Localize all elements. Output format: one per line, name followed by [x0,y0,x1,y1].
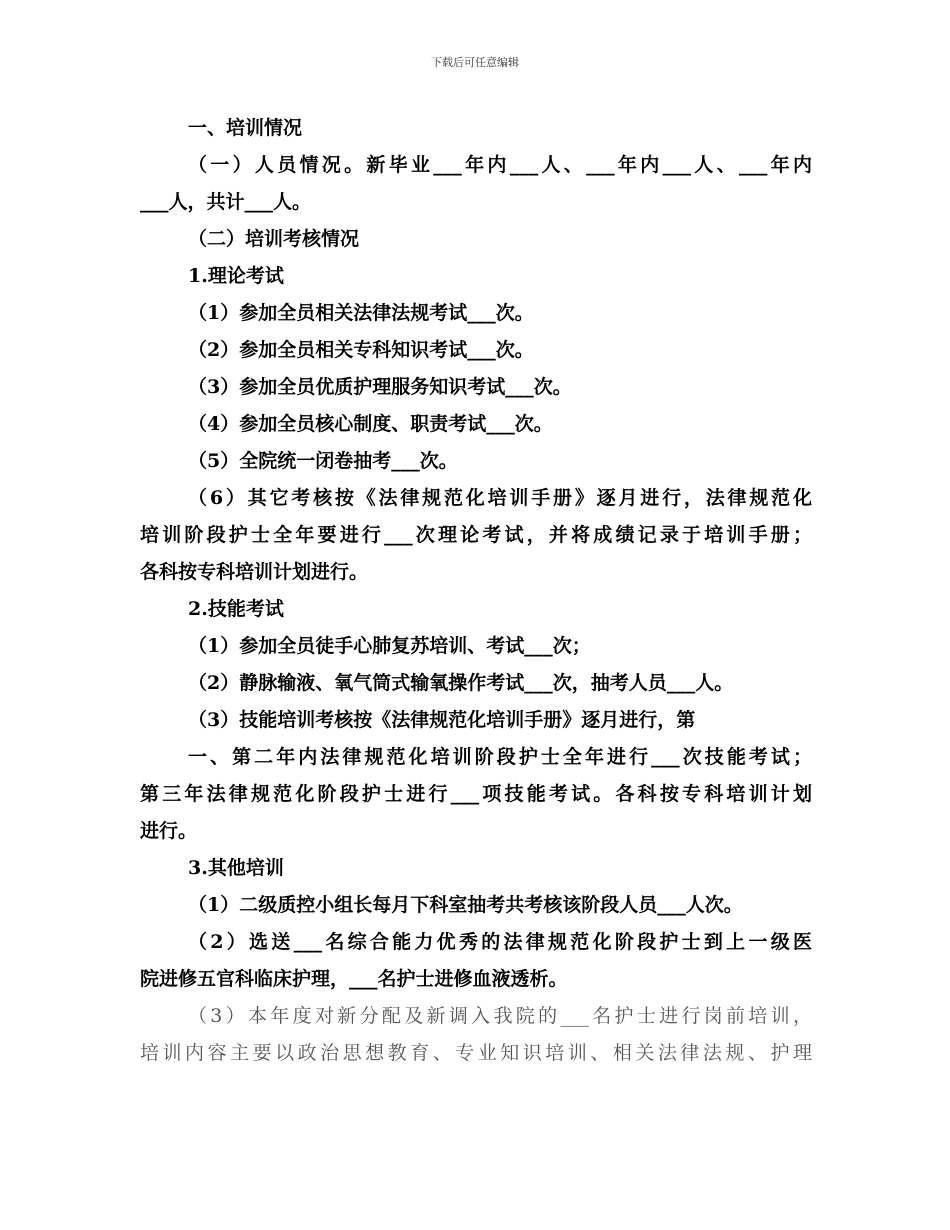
list-item: （2）静脉输液、氧气筒式输氧操作考试___次，抽考人员___人。 [188,672,734,694]
paragraph-line: （一）人员情况。新毕业___年内___人、___年内___人、___年内 [188,154,812,176]
item-heading: 2.技能考试 [188,598,284,620]
paragraph-line: 一、第二年内法律规范化培训阶段护士全年进行___次技能考试； [188,746,812,768]
paragraph-line: 各科按专科培训计划进行。 [140,561,369,583]
list-item: （1）参加全员相关法律法规考试___次。 [188,302,534,324]
list-item: （6）其它考核按《法律规范化培训手册》逐月进行，法律规范化 [188,487,812,509]
list-item: （2）选送___名综合能力优秀的法律规范化阶段护士到上一级医 [188,931,812,953]
list-item: （5）全院统一闭卷抽考___次。 [188,450,458,472]
item-heading: 3.其他培训 [188,857,284,879]
list-item: （3）技能培训考核按《法律规范化培训手册》逐月进行，第 [188,709,696,731]
paragraph-line: 培训内容主要以政治思想教育、专业知识培训、相关法律法规、护理 [140,1042,812,1064]
list-item: （3）参加全员优质护理服务知识考试___次。 [188,376,572,398]
list-item: （2）参加全员相关专科知识考试___次。 [188,339,534,361]
list-item: （1）参加全员徒手心肺复苏培训、考试___次； [188,635,591,657]
page-header: 下载后可任意编辑 [431,56,519,69]
paragraph-line: 院进修五官科临床护理，___名护士进修血液透析。 [140,968,568,990]
paragraph-line: 培训阶段护士全年要进行___次理论考试，并将成绩记录于培训手册； [140,524,812,546]
document-body [140,110,812,1072]
section-heading: 一、培训情况 [188,117,303,139]
paragraph-line: 进行。 [140,820,198,842]
subsection-heading: （二）培训考核情况 [188,228,360,250]
list-item: （3）本年度对新分配及新调入我院的___名护士进行岗前培训， [188,1005,812,1027]
paragraph-line: ___人，共计___人。 [140,191,312,213]
list-item: （1）二级质控小组长每月下科室抽考共考核该阶段人员___人次。 [188,894,743,916]
paragraph-line: 第三年法律规范化阶段护士进行___项技能考试。各科按专科培训计划 [140,783,812,805]
item-heading: 1.理论考试 [188,265,284,287]
list-item: （4）参加全员核心制度、职责考试___次。 [188,413,553,435]
